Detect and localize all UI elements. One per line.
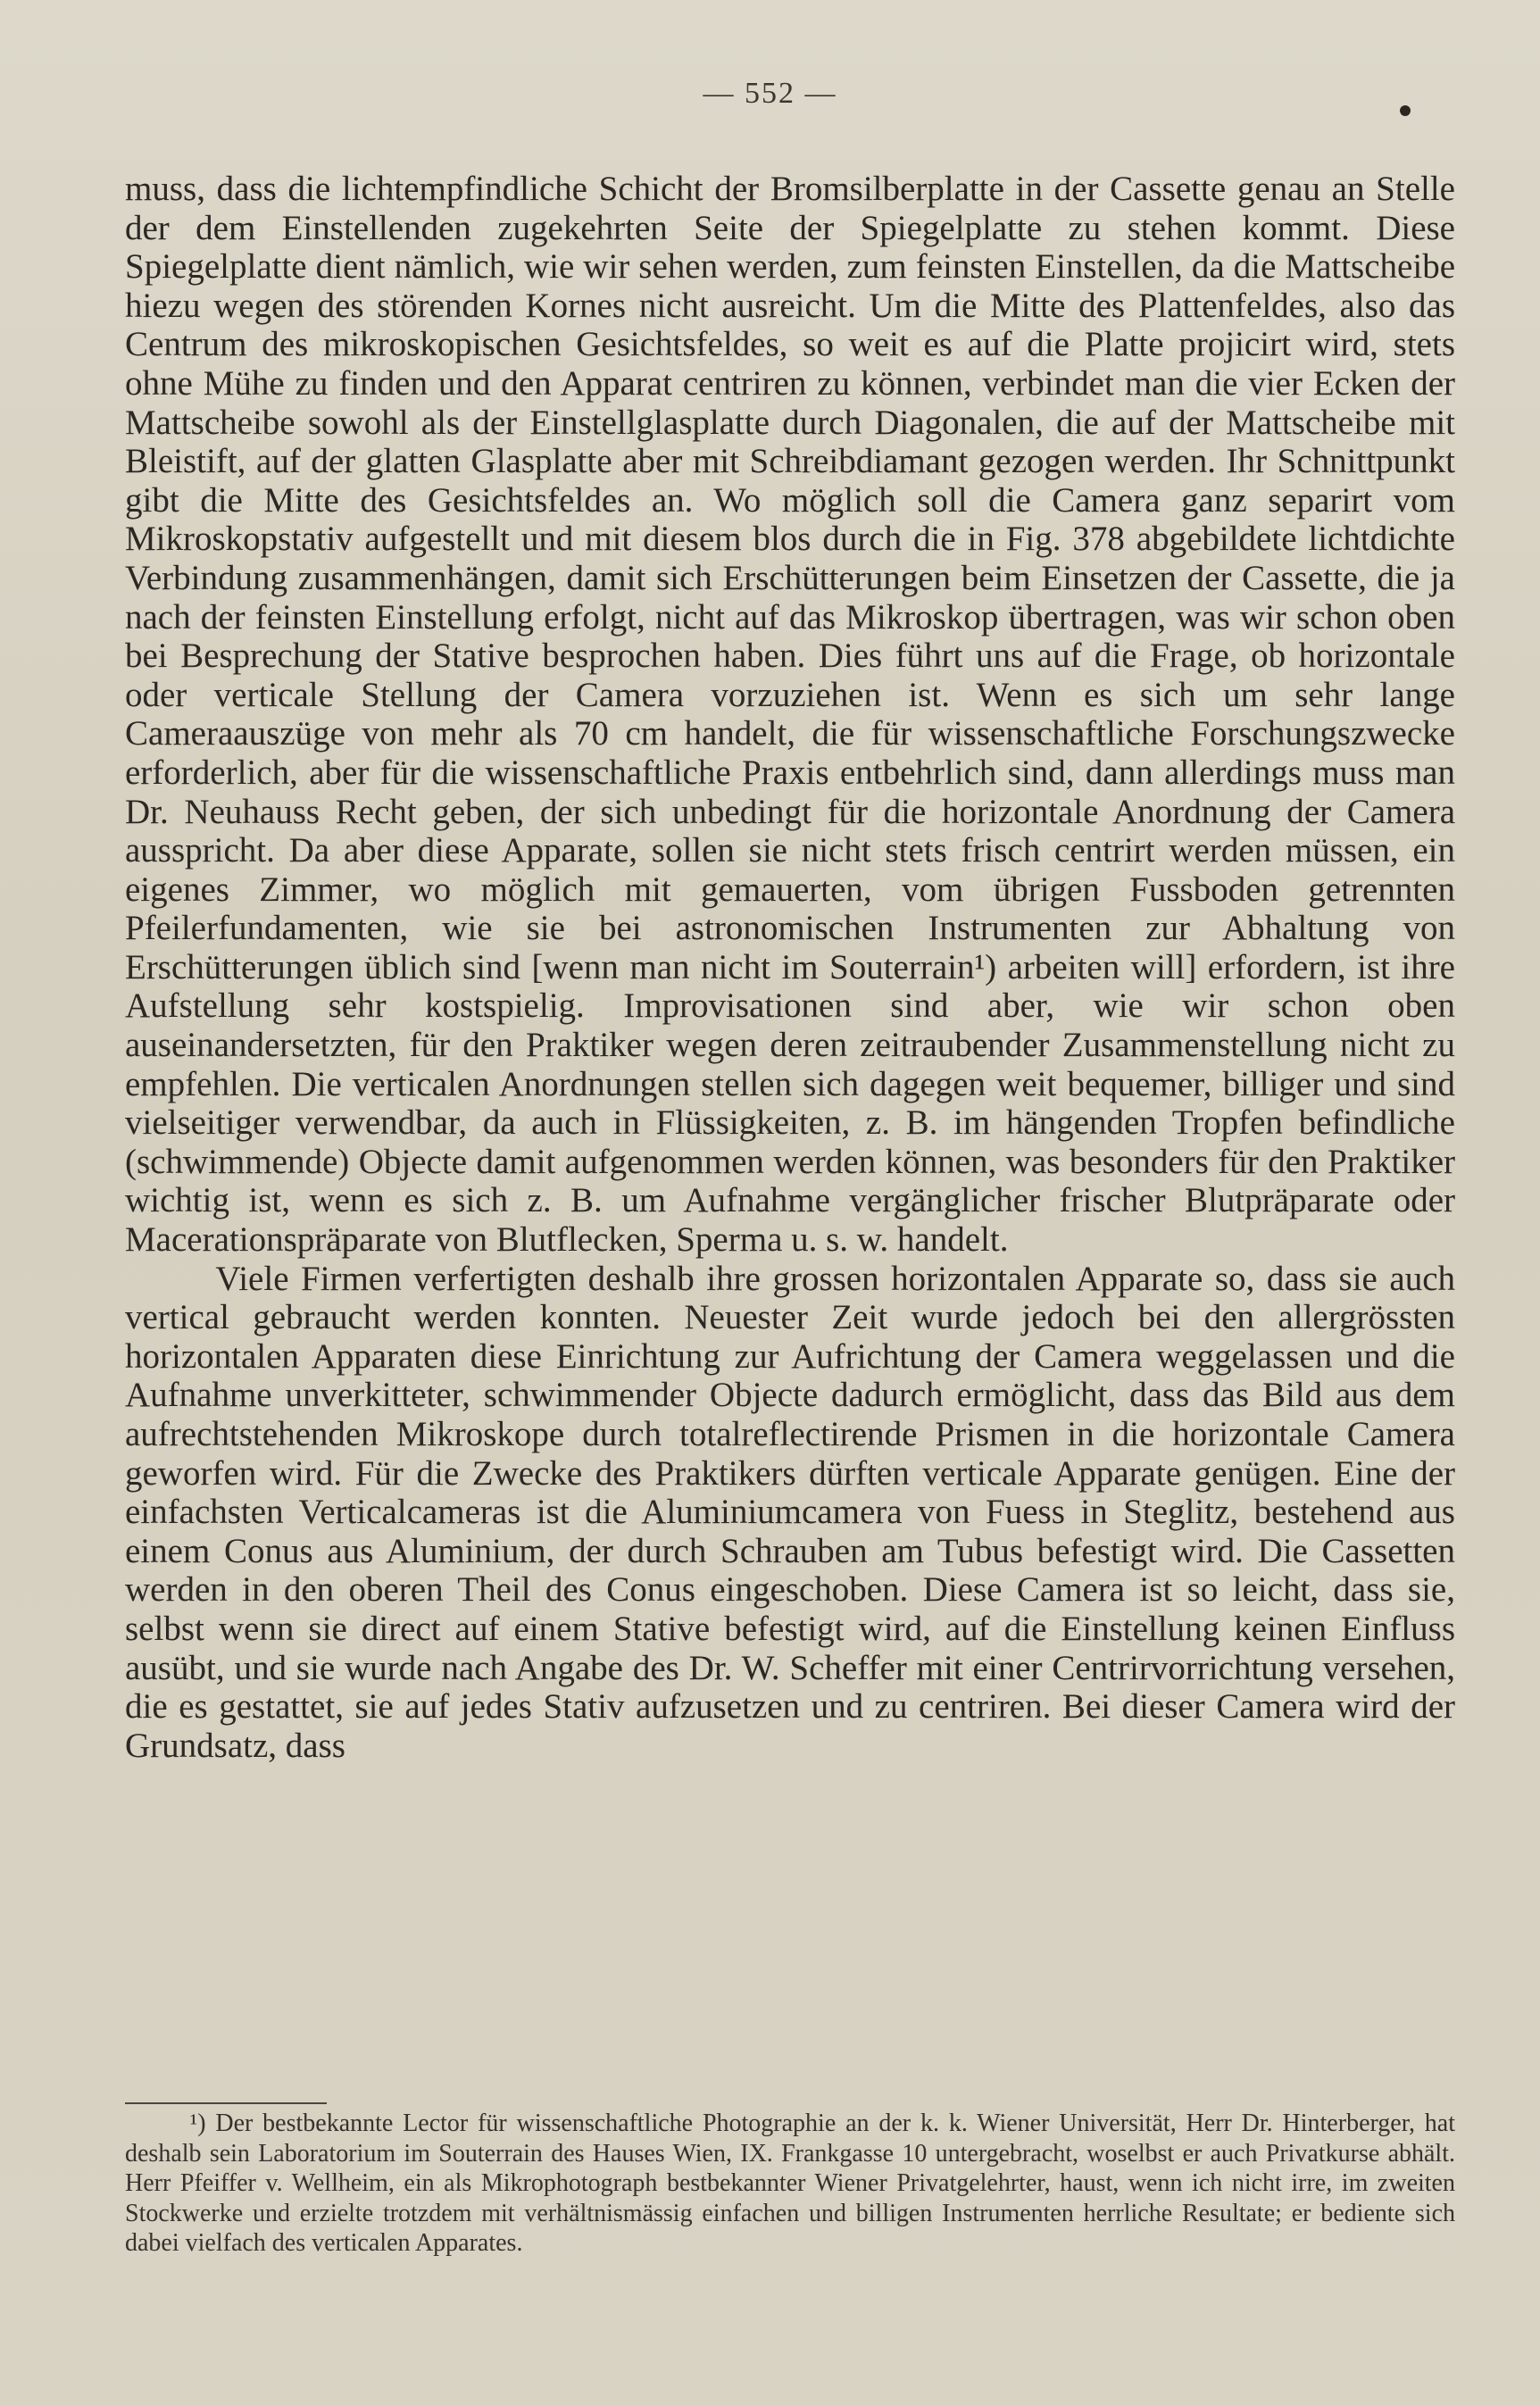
main-text: [125, 170, 1455, 1765]
paragraph-2: Viele Firmen verfertigten deshalb ihre grossen horizontalen Apparate so, dass sie auch vertical gebraucht werden konnten. Neuester Zeit wurde jedoch bei den allergrössten horizontalen Apparaten diese Einrichtung zur Aufrichtung der Camera weggelassen und die Aufnahme unverkitteter, schwimmender Objecte dadurch ermöglicht, dass das Bild aus dem aufrechtstehenden Mikroskope durch totalreflectirende Prismen in die horizontale Camera geworfen wird. Für die Zwecke des Praktikers dürften verticale Apparate genügen. Eine der einfachsten Verticalcameras ist die Aluminiumcamera von Fuess in Steglitz, bestehend aus einem Conus aus Aluminium, der durch Schrauben am Tubus befestigt wird. Die Cassetten werden in den oberen Theil des Conus eingeschoben. Diese Camera ist so leicht, dass sie, selbst wenn sie direct auf einem Stative befestigt wird, auf die Einstellung keinen Einfluss ausübt, und sie wurde nach Angabe des Dr. W. Scheffer mit einer Centrirvorrichtung versehen, die es gestattet, sie auf jedes Stativ aufzusetzen und zu centriren. Bei dieser Camera wird der Grundsatz, dass: [125, 1259, 1455, 1765]
paragraph-1: muss, dass die lichtempfindliche Schicht der Bromsilberplatte in der Cassette genau an Stelle der dem Einstellenden zugekehrten Seite der Spiegelplatte zu stehen kommt. Diese Spiegelplatte dient nämlich, wie wir sehen werden, zum feinsten Einstellen, da die Mattscheibe hiezu wegen des störenden Kornes nicht ausreicht. Um die Mitte des Plattenfeldes, also das Centrum des mikroskopischen Gesichtsfeldes, so weit es auf die Platte projicirt wird, stets ohne Mühe zu finden und den Apparat centriren zu können, verbindet man die vier Ecken der Mattscheibe sowohl als der Einstellglasplatte durch Diagonalen, die auf der Mattscheibe mit Bleistift, auf der glatten Glasplatte aber mit Schreibdiamant gezogen werden. Ihr Schnittpunkt gibt die Mitte des Gesichtsfeldes an. Wo möglich soll die Camera ganz separirt vom Mikroskopstativ aufgestellt und mit diesem blos durch die in Fig. 378 abgebildete lichtdichte Verbindung zusammenhängen, damit sich Erschütterungen beim Einsetzen der Cassette, die ja nach der feinsten Einstellung erfolgt, nicht auf das Mikroskop übertragen, was wir schon oben bei Besprechung der Stative besprochen haben. Dies führt uns auf die Frage, ob horizontale oder verticale Stellung der Camera vorzuziehen ist. Wenn es sich um sehr lange Cameraauszüge von mehr als 70 cm handelt, die für wissenschaftliche Forschungszwecke erforderlich, aber für die wissenschaftliche Praxis entbehrlich sind, dann allerdings muss man Dr. Neuhauss Recht geben, der sich unbedingt für die horizontale Anordnung der Camera ausspricht. Da aber diese Apparate, sollen sie nicht stets frisch centrirt werden müssen, ein eigenes Zimmer, wo möglich mit gemauerten, vom übrigen Fussboden getrennten Pfeilerfundamenten, wie sie bei astronomischen Instrumenten zur Abhaltung von Erschütterungen üblich sind [wenn man nicht im Souterrain¹) arbeiten will] erfordern, ist ihre Aufstellung sehr kostspielig. Improvisationen sind aber, wie wir schon oben auseinandersetzten, für den Praktiker wegen deren zeitraubender Zusammenstellung nicht zu empfehlen. Die verticalen Anordnungen stellen sich dagegen weit bequemer, billiger und sind vielseitiger verwendbar, da auch in Flüssigkeiten, z. B. im hängenden Tropfen befindliche (schwimmende) Objecte damit aufgenommen werden können, was besonders für den Praktiker wichtig ist, wenn es sich z. B. um Aufnahme vergänglicher frischer Blutpräparate oder Macerationspräparate von Blutflecken, Sperma u. s. w. handelt.: [125, 170, 1455, 1260]
footnote-divider: [125, 2102, 327, 2104]
footnote-1: ¹) Der bestbekannte Lector für wissenschaftliche Photographie an der k. k. Wiener Universität, Herr Dr. Hinterberger, hat deshalb sein Laboratorium im Souterrain des Hauses Wien, IX. Frankgasse 10 untergebracht, woselbst er auch Privatkurse abhält. Herr Pfeiffer v. Wellheim, ein als Mikrophotograph bestbekannter Wiener Privatgelehrter, haust, wenn ich nicht irre, im zweiten Stockwerke und erzielte trotzdem mit verhältnismässig einfachen und billigen Instrumenten herrliche Resultate; er bediente sich dabei vielfach des verticalen Apparates.: [125, 2110, 1455, 2258]
page-number: — 552 —: [703, 77, 837, 110]
ink-spot: [1400, 105, 1411, 116]
footnotes: [125, 2109, 1455, 2259]
